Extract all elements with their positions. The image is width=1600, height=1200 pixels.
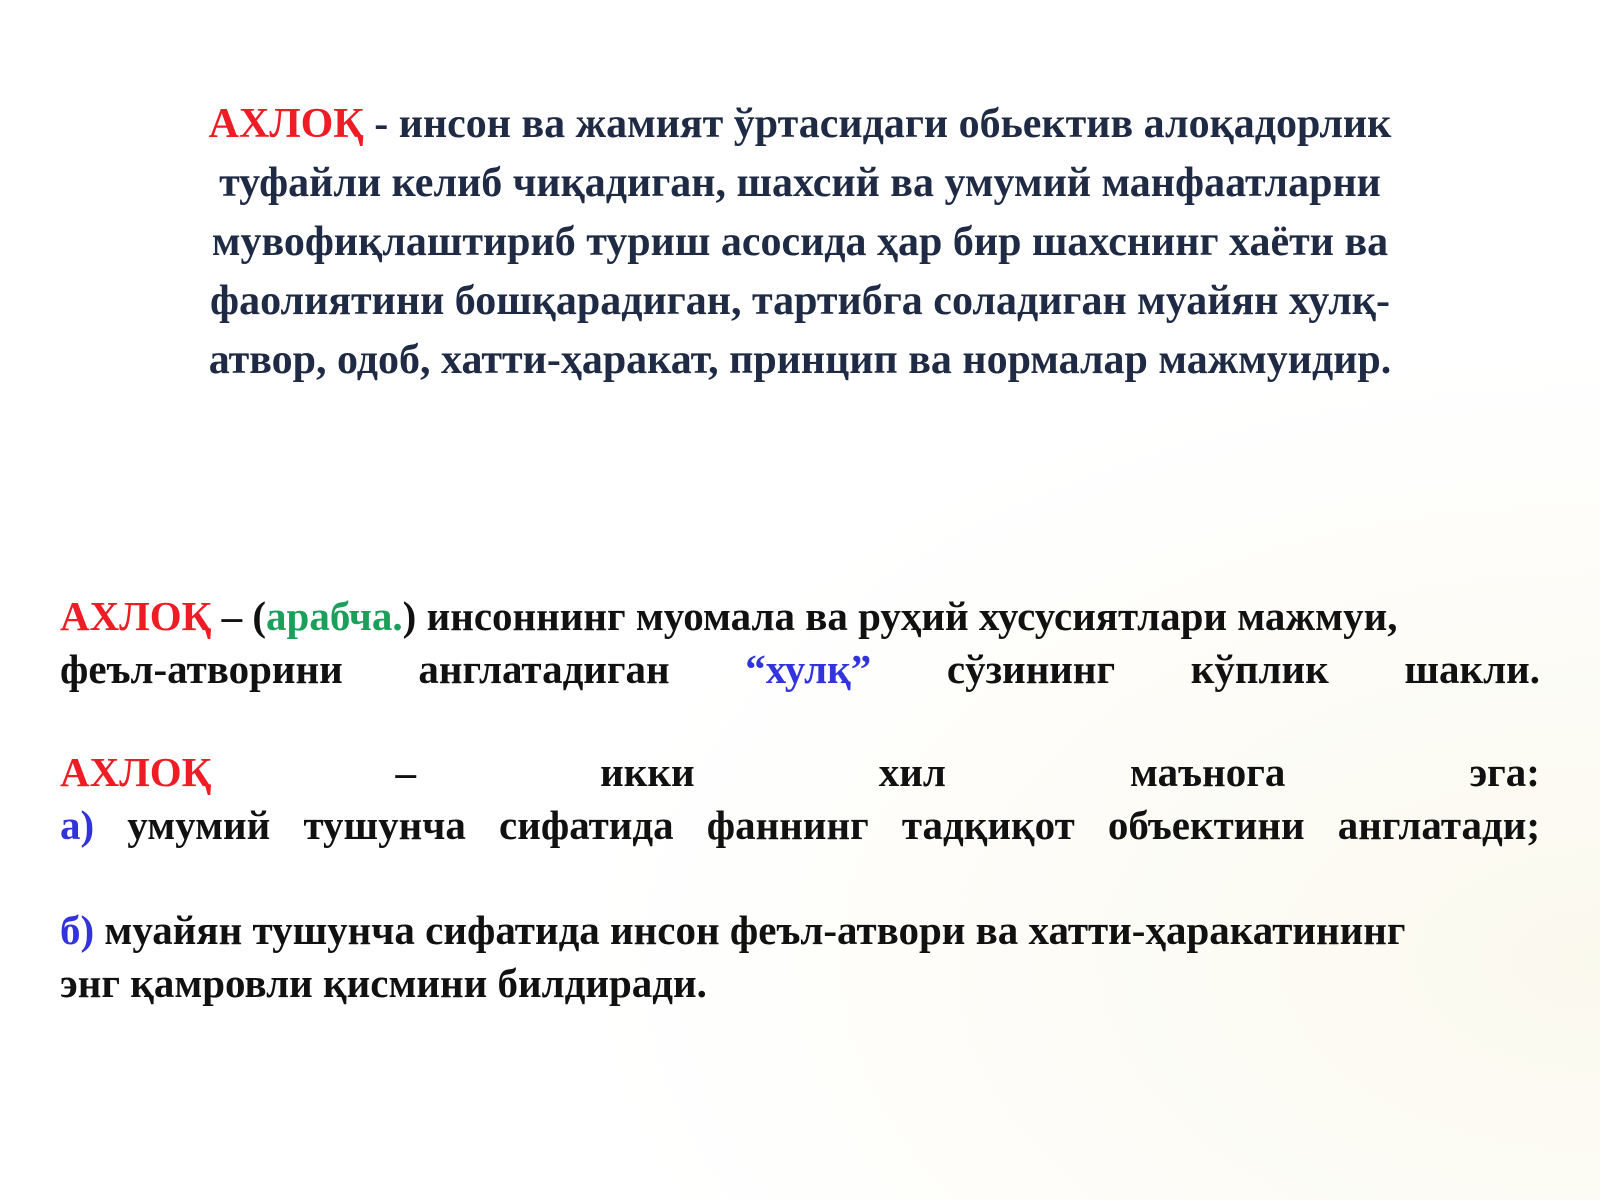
meaning-a-word: фаннинг	[706, 802, 869, 848]
meanings-word: маънога	[1130, 749, 1286, 795]
etymology-line-1	[60, 590, 1540, 643]
meaning-a-word: тадқиқот	[901, 802, 1075, 848]
etymology-word: сўзининг	[946, 646, 1116, 692]
meanings-term: АХЛОҚ	[60, 749, 212, 795]
meaning-b	[60, 904, 1540, 1010]
etymology-word: англатадиган	[418, 646, 670, 692]
etymology-dash: –	[221, 593, 243, 639]
meanings-heading	[60, 746, 1540, 799]
etymology-line-1-text: инсоннинг муомала ва руҳий хусусиятлари мажмуи,	[426, 593, 1398, 639]
etymology-paren-close: )	[402, 593, 417, 639]
etymology-paragraph	[60, 590, 1540, 696]
definition-line-3: мувофиқлаштириб туриш асосида ҳар бир шахснинг хаёти ва	[211, 219, 1389, 265]
meaning-a	[60, 799, 1540, 852]
etymology-origin: арабча.	[266, 593, 403, 639]
definition-term: АХЛОҚ	[208, 101, 364, 147]
meaning-b-line-1-text: муайян тушунча сифатида инсон феъл-атвори ва хатти-ҳаракатининг	[104, 907, 1406, 953]
meaning-a-word: объектини	[1107, 802, 1305, 848]
meanings-word: икки	[600, 749, 695, 795]
etymology-word: шакли.	[1404, 646, 1540, 692]
etymology-word: феъл-атворини	[60, 646, 343, 692]
meanings-word: хил	[878, 749, 946, 795]
definition-line-4: фаолиятини бошқарадиган, тартибга соладиган муайян хулқ-	[210, 278, 1390, 324]
meanings-section	[60, 746, 1540, 852]
meanings-word: эга:	[1469, 749, 1540, 795]
definition-line-1	[70, 95, 1530, 154]
meaning-a-marker: а)	[60, 802, 95, 848]
meaning-b-line-2: энг қамровли қисмини билдиради.	[60, 960, 707, 1006]
etymology-quoted-word: “хулқ”	[745, 646, 872, 692]
meaning-b-marker: б)	[60, 907, 95, 953]
meaning-a-word: умумий	[127, 802, 271, 848]
etymology-word: кўплик	[1190, 646, 1329, 692]
meaning-b-line-1	[60, 904, 1540, 957]
etymology-line-2	[60, 643, 1540, 696]
meanings-word: –	[395, 749, 417, 795]
etymology-lead	[60, 590, 1397, 643]
etymology-paren-open: (	[252, 593, 267, 639]
meaning-a-word: тушунча	[303, 802, 466, 848]
definition-paragraph	[70, 95, 1530, 390]
definition-line-1-text: - инсон ва жамият ўртасидаги обьектив алоқадорлик	[363, 101, 1392, 147]
definition-line-2: туфайли келиб чиқадиган, шахсий ва умумий манфаатларни	[219, 160, 1381, 206]
meaning-a-word: англатади;	[1337, 802, 1540, 848]
meaning-a-word: сифатида	[499, 802, 674, 848]
definition-line-5: атвор, одоб, хатти-ҳаракат, принцип ва нормалар мажмуидир.	[208, 337, 1392, 383]
etymology-term: АХЛОҚ	[60, 593, 212, 639]
